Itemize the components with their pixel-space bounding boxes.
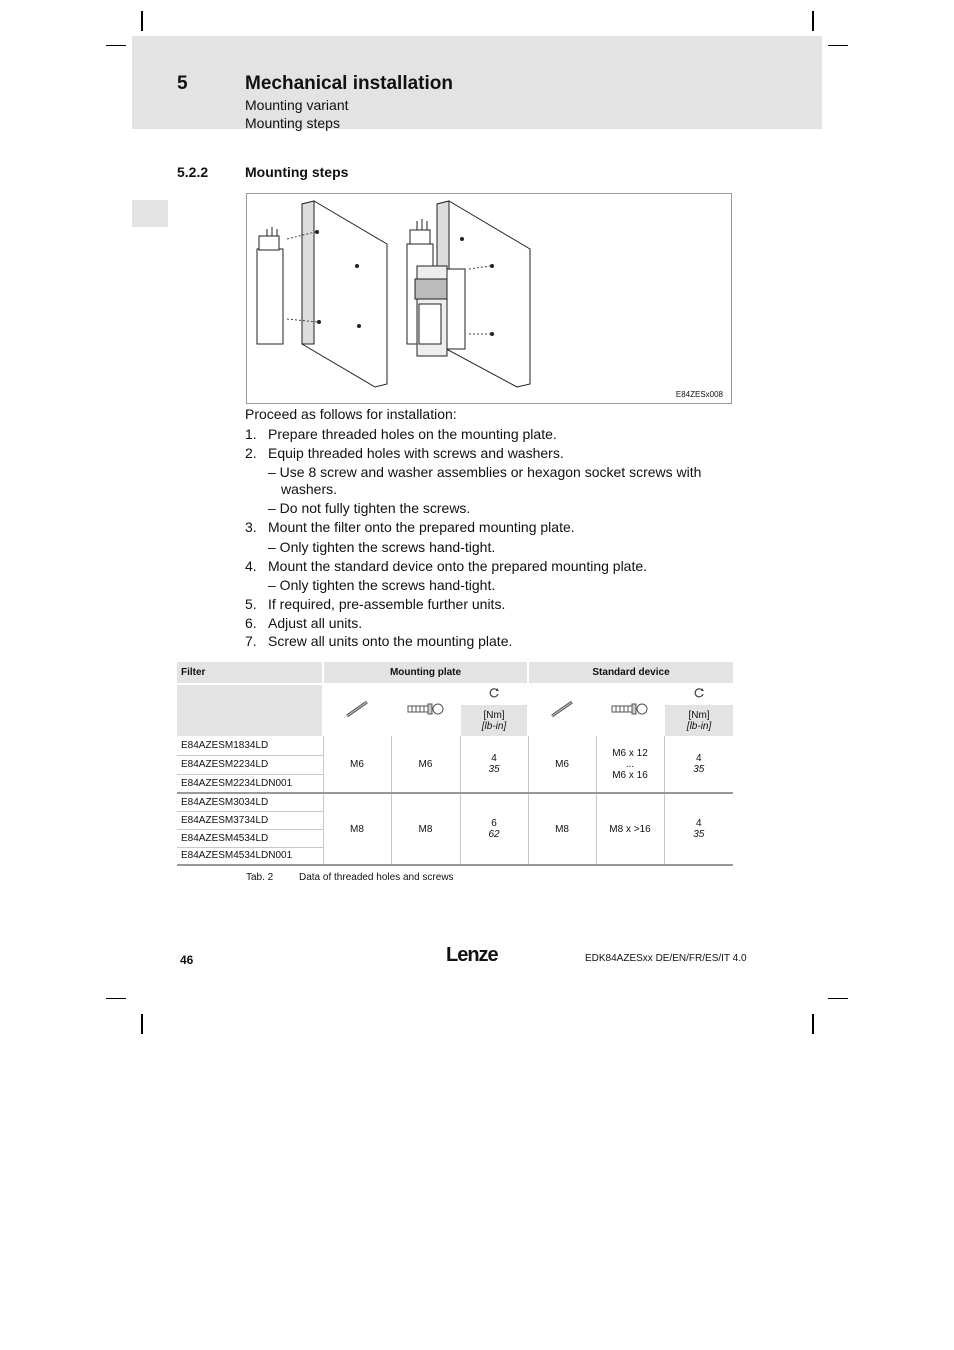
torque-unit [460,704,528,736]
header-band [132,36,822,129]
crop-mark [812,1014,814,1034]
torque-nm: 4 [695,818,702,829]
chapter-number: 5 [177,73,188,94]
page-number: 46 [180,953,194,967]
crop-mark [106,45,126,46]
mp-screw-cell: M8 [391,793,460,865]
screw-length: M6 x 12 [612,747,648,759]
torque-lbin: 35 [488,764,500,775]
torque-lbin: 35 [693,829,705,840]
step-number: 3. [245,519,257,535]
step-number: 6. [245,615,257,631]
side-tab [132,200,168,227]
step-text: Mount the filter onto the prepared mounting plate. [268,519,575,535]
crop-mark [106,998,126,999]
header-subtitle: Mounting steps [245,115,340,131]
torque-icon [460,684,528,704]
table-header-row [177,662,733,684]
filter-cell: E84AZESM2234LD [177,755,323,774]
header-filter-blank [177,684,323,736]
step-text: Mount the standard device onto the prepared mounting plate. [268,558,648,574]
header-mounting-plate: Mounting plate [323,662,528,684]
mp-screw-cell: M6 [391,736,460,793]
substep-text: – Do not fully tighten the screws. [268,500,471,516]
screw-length: M6 x 16 [612,769,648,781]
table-caption-label: Tab. 2 [246,872,274,883]
mounting-figure [246,193,732,404]
torque-lbin: 35 [693,764,705,775]
screw-icon [391,684,460,736]
step-text: Adjust all units. [268,615,363,631]
substep-text: washers. [281,481,338,497]
substep-text: – Use 8 screw and washer assemblies or hexagon socket screws with [268,464,702,480]
mp-torque-cell [460,736,528,793]
sd-torque-cell [664,736,733,793]
torque-unit [664,704,733,736]
document-code: EDK84AZESxx DE/EN/FR/ES/IT 4.0 [585,953,747,964]
filter-cell: E84AZESM3734LD [177,811,323,829]
screw-ellipsis: ... [625,758,635,770]
threaded-rod-icon [323,684,391,736]
lenze-logo: Lenze [446,944,498,966]
step-number: 7. [245,633,257,649]
step-number: 4. [245,558,257,574]
filter-cell: E84AZESM1834LD [177,736,323,755]
step-number: 5. [245,596,257,612]
crop-mark [828,998,848,999]
unit-lbin: [lb-in] [686,720,712,732]
table-caption-text: Data of threaded holes and screws [299,872,454,883]
screw-data-table [177,662,733,866]
crop-mark [812,11,814,31]
step-text: If required, pre-assemble further units. [268,596,506,612]
header-standard-device: Standard device [528,662,733,684]
crop-mark [141,1014,143,1034]
table-row [177,736,733,755]
step-text: Screw all units onto the mounting plate. [268,633,513,649]
torque-nm: 4 [491,753,497,764]
mounting-illustration [247,194,733,405]
table-row [177,793,733,811]
unit-nm: [Nm] [483,709,505,721]
unit-nm: [Nm] [688,709,710,721]
substep-text: – Only tighten the screws hand-tight. [268,539,496,555]
unit-lbin: [lb-in] [481,720,507,732]
substep-text: – Only tighten the screws hand-tight. [268,577,496,593]
figure-code: E84ZESx008 [675,390,723,399]
mp-thread-cell: M6 [323,736,391,793]
torque-icon [664,684,733,704]
chapter-title: Mechanical installation [245,73,453,94]
filter-cell: E84AZESM4534LD [177,829,323,847]
section-title: Mounting steps [245,164,349,180]
mp-torque-cell [460,793,528,865]
header-filter: Filter [177,662,323,684]
screw-icon [596,684,664,736]
filter-cell: E84AZESM2234LDN001 [177,774,323,793]
crop-mark [141,11,143,31]
torque-lbin: 62 [488,829,500,840]
header-subtitle: Mounting variant [245,97,349,113]
step-number: 1. [245,426,257,442]
intro-text: Proceed as follows for installation: [245,406,457,422]
filter-cell: E84AZESM4534LDN001 [177,847,323,865]
sd-screw-cell: M8 x >16 [596,793,664,865]
crop-mark [828,45,848,46]
step-number: 2. [245,445,257,461]
sd-torque-cell [664,793,733,865]
step-text: Prepare threaded holes on the mounting plate. [268,426,557,442]
section-number: 5.2.2 [177,164,209,180]
filter-cell: E84AZESM3034LD [177,793,323,811]
table-icon-row [177,684,733,704]
step-text: Equip threaded holes with screws and washers. [268,445,564,461]
sd-thread-cell: M8 [528,793,596,865]
sd-screw-cell [596,736,664,793]
mp-thread-cell: M8 [323,793,391,865]
torque-nm: 4 [695,753,702,764]
torque-nm: 6 [491,818,497,829]
threaded-rod-icon [528,684,596,736]
sd-thread-cell: M6 [528,736,596,793]
